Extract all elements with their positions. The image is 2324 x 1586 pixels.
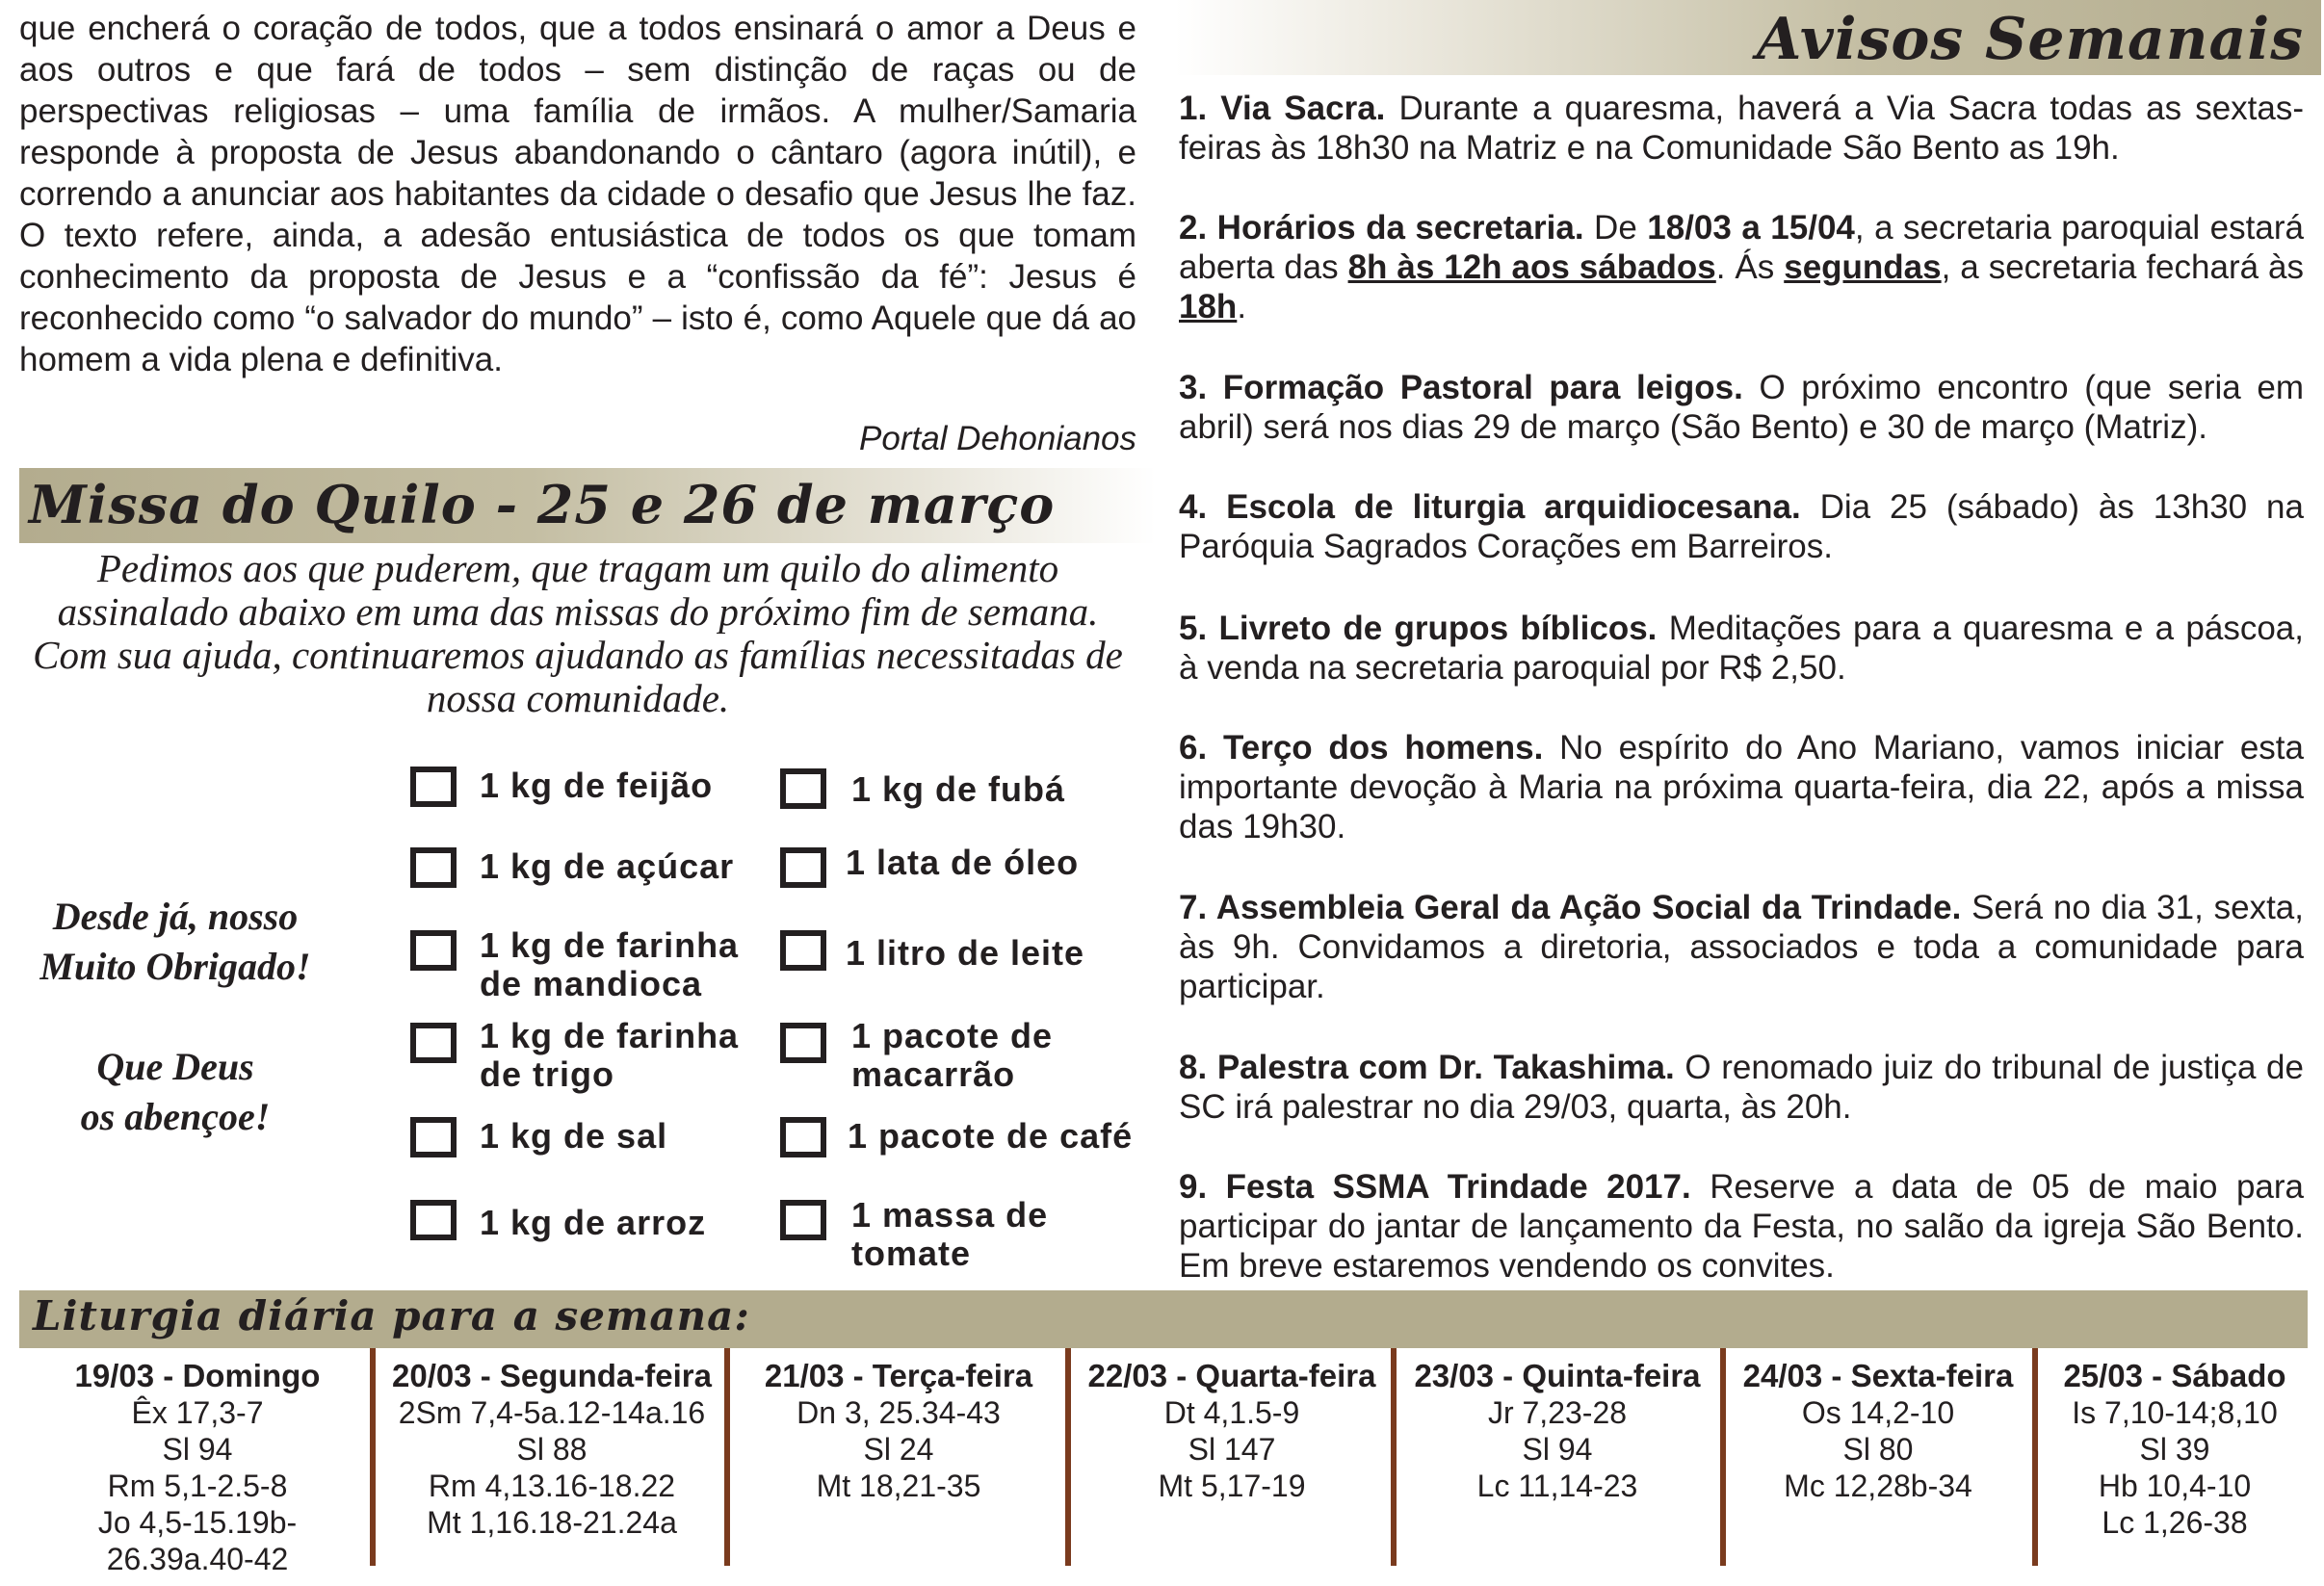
food-item-label: 1 kg de sal (480, 1116, 668, 1156)
aviso-item: 4. Escola de liturgia arquidiocesana. Dia 25 (sábado) às 13h30 na Paróquia Sagrados Corações em Barreiros. (1179, 488, 2304, 565)
aviso-item: 5. Livreto de grupos bíblicos. Meditações para a quaresma e a páscoa, à venda na secretaria paroquial por R$ 2,50. (1179, 610, 2304, 687)
blessing-line-1: Que Deus (96, 1045, 254, 1088)
food-item-label: 1 kg de fubá (851, 769, 1066, 809)
thanks-message (12, 892, 339, 992)
liturgia-day: 23/03 - Quinta-feira Jr 7,23-28 Sl 94 Lc 11,14-23 (1414, 1358, 1701, 1503)
missa-request-text: Pedimos aos que puderem, que tragam um quilo do alimento assinalado abaixo em uma das missas do próximo fim de semana. Com sua ajuda, continuaremos ajudando as famílias necessitadas de nossa comunidade. (33, 546, 1123, 720)
liturgia-day: 22/03 - Quarta-feira Dt 4,1.5-9 Sl 147 Mt 5,17-19 (1087, 1358, 1376, 1503)
liturgia-day: 25/03 - Sábado Is 7,10-14;8,10 Sl 39 Hb 10,4-10 Lc 1,26-38 (2063, 1358, 2286, 1540)
liturgia-day: 24/03 - Sexta-feira Os 14,2-10 Sl 80 Mc 12,28b-34 (1742, 1358, 2014, 1503)
intro-paragraph: que encherá o coração de todos, que a todos ensinará o amor a Deus e aos outros e que fará de todos – sem distinção de raças ou de perspectivas religiosas – uma família de irmãos. A mulher/Samaria responde à proposta de Jesus abandonando o cântaro (agora inútil), e correndo a anunciar aos habitantes da cidade o desafio que Jesus lhe faz. O texto refere, ainda, a adesão entusiástica de todos os que tomam conhecimento da proposta de Jesus e a “confissão da fé”: Jesus é reconhecido como “o salvador do mundo” – isto é, como Aquele que dá ao homem a vida plena e definitiva. (19, 10, 1136, 378)
food-item-label: 1 kg de farinha de trigo (480, 1016, 740, 1094)
food-item-label: 1 kg de feijão (480, 766, 714, 805)
liturgia-day: 21/03 - Terça-feira Dn 3, 25.34-43 Sl 24 Mt 18,21-35 (764, 1358, 1033, 1503)
checkbox-leite[interactable] (780, 930, 826, 971)
thanks-line-1: Desde já, nosso (52, 895, 299, 938)
liturgia-title: Liturgia diária para a semana: (33, 1292, 750, 1339)
food-item-label: 1 kg de arroz (480, 1203, 707, 1242)
checkbox-feijao[interactable] (410, 767, 457, 807)
checkbox-arroz[interactable] (410, 1200, 457, 1240)
food-item-label: 1 lata de óleo (846, 843, 1080, 882)
aviso-item: 1. Via Sacra. Durante a quaresma, haverá a Via Sacra todas as sextas-feiras às 18h30 na Matriz e na Comunidade São Bento as 19h. (1179, 90, 2305, 167)
aviso-item: 6. Terço dos homens. No espírito do Ano Mariano, vamos iniciar esta importante devoção à Maria na próxima quarta-feira, dia 22, após a missa das 19h30. (1179, 729, 2304, 845)
checkbox-cafe[interactable] (780, 1117, 826, 1157)
aviso-item: 2. Horários da secretaria. De 18/03 a 15/04, a secretaria paroquial estará aberta das 8h às 12h aos sábados. Ás segundas, a secretaria fechará às 18h. (1179, 209, 2304, 325)
food-item-label: 1 litro de leite (846, 933, 1085, 973)
aviso-item: 8. Palestra com Dr. Takashima. O renomado juiz do tribunal de justiça de SC irá palestrar no dia 29/03, quarta, às 20h. (1179, 1049, 2304, 1126)
food-item-label: 1 massa de tomate (851, 1195, 1049, 1273)
day-divider (2032, 1348, 2038, 1566)
checkbox-farinha-mandioca[interactable] (410, 930, 457, 971)
aviso-item: 9. Festa SSMA Trindade 2017. Reserve a data de 05 de maio para participar do jantar de lançamento da Festa, no salão da igreja São Bento. Em breve estaremos vendendo os convites. (1179, 1168, 2304, 1285)
checkbox-macarrao[interactable] (780, 1023, 826, 1063)
intro-text-block (19, 8, 1136, 380)
avisos-title: Avisos Semanais (1756, 6, 2304, 73)
checkbox-fuba[interactable] (780, 768, 826, 809)
liturgia-day: 19/03 - Domingo Êx 17,3-7 Sl 94 Rm 5,1-2.5-8 Jo 4,5-15.19b- 26.39a.40-42 (74, 1358, 321, 1576)
missa-title: Missa do Quilo - 25 e 26 de março (29, 474, 1056, 535)
thanks-line-2: Muito Obrigado! (39, 945, 311, 988)
day-divider (724, 1348, 730, 1566)
checkbox-farinha-trigo[interactable] (410, 1023, 457, 1063)
food-item-label: 1 pacote de macarrão (851, 1016, 1054, 1094)
day-divider (1720, 1348, 1726, 1566)
source-credit: Portal Dehonianos (859, 420, 1136, 457)
food-item-label: 1 pacote de café (848, 1116, 1134, 1156)
day-divider (1391, 1348, 1397, 1566)
blessing-line-2: os abençoe! (80, 1095, 271, 1138)
checkbox-tomate[interactable] (780, 1200, 826, 1240)
aviso-item: 3. Formação Pastoral para leigos. O próximo encontro (que seria em abril) será nos dias 29 de março (São Bento) e 30 de março (Matriz). (1179, 369, 2304, 446)
blessing-message (12, 1042, 339, 1142)
liturgia-day: 20/03 - Segunda-feira 2Sm 7,4-5a.12-14a.16 Sl 88 Rm 4,13.16-18.22 Mt 1,16.18-21.24a (392, 1358, 712, 1540)
food-item-label: 1 kg de açúcar (480, 846, 735, 886)
food-item-label: 1 kg de farinha de mandioca (480, 925, 740, 1003)
checkbox-oleo[interactable] (780, 847, 826, 888)
day-divider (1065, 1348, 1071, 1566)
aviso-item: 7. Assembleia Geral da Ação Social da Trindade. Será no dia 31, sexta, às 9h. Convidamos a diretoria, associados e toda a comunidade para participar. (1179, 889, 2304, 1005)
checkbox-acucar[interactable] (410, 847, 457, 888)
checkbox-sal[interactable] (410, 1117, 457, 1157)
day-divider (370, 1348, 376, 1566)
